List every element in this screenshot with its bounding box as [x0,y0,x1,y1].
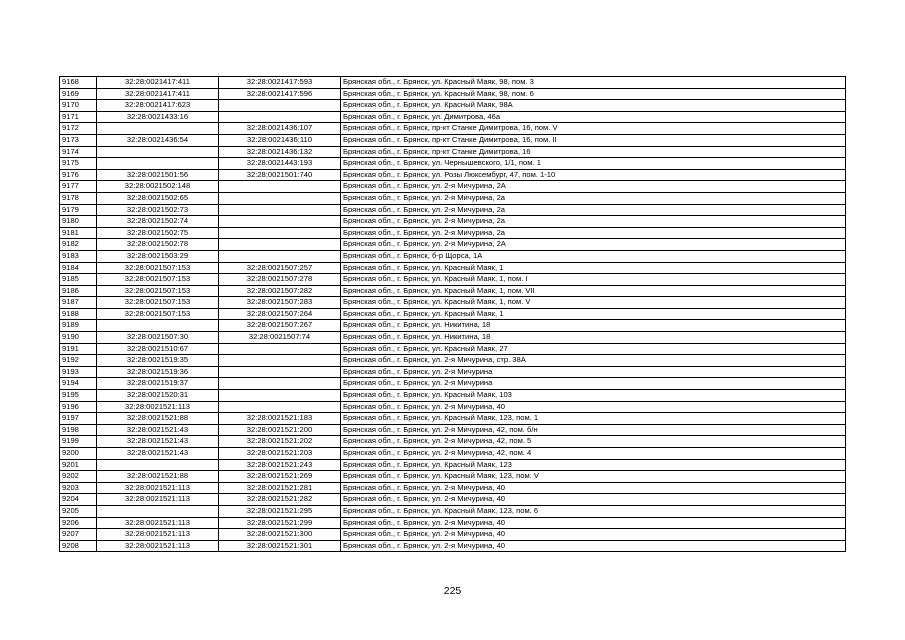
address-cell: Брянская обл., г. Брянск, ул. 2-я Мичурина, 40 [341,540,846,552]
table-row [60,343,846,355]
object-cadastral-number-cell: 32:28:0021417:593 [219,77,341,89]
registry-table [59,76,846,552]
object-cadastral-number-cell [219,390,341,402]
object-cadastral-number-cell: 32:28:0021436:107 [219,123,341,135]
object-cadastral-number-cell: 32:28:0021436:110 [219,134,341,146]
object-cadastral-number-cell: 32:28:0021507:264 [219,308,341,320]
table-row [60,111,846,123]
address-cell: Брянская обл., г. Брянск, ул. Красный Маяк, 1 [341,262,846,274]
row-number-cell: 9190 [60,332,97,344]
row-number-cell: 9204 [60,494,97,506]
table-row [60,285,846,297]
cadastral-number-cell: 32:28:0021417:411 [97,77,219,89]
object-cadastral-number-cell: 32:28:0021521:282 [219,494,341,506]
row-number-cell: 9205 [60,505,97,517]
object-cadastral-number-cell [219,181,341,193]
object-cadastral-number-cell: 32:28:0021521:295 [219,505,341,517]
table-row [60,100,846,112]
cadastral-number-cell [97,505,219,517]
cadastral-number-cell: 32:28:0021507:153 [97,285,219,297]
cadastral-number-cell [97,146,219,158]
cadastral-number-cell [97,320,219,332]
object-cadastral-number-cell: 32:28:0021436:132 [219,146,341,158]
cadastral-number-cell: 32:28:0021521:43 [97,424,219,436]
address-cell: Брянская обл., г. Брянск, ул. Красный Маяк, 1, пом. VII [341,285,846,297]
row-number-cell: 9189 [60,320,97,332]
object-cadastral-number-cell: 32:28:0021521:300 [219,529,341,541]
cadastral-number-cell: 32:28:0021521:113 [97,540,219,552]
object-cadastral-number-cell: 32:28:0021521:301 [219,540,341,552]
cadastral-number-cell: 32:28:0021502:74 [97,216,219,228]
address-cell: Брянская обл., г. Брянск, б-р Щорса, 1А [341,250,846,262]
cadastral-number-cell: 32:28:0021510:67 [97,343,219,355]
cadastral-number-cell: 32:28:0021521:113 [97,494,219,506]
address-cell: Брянская обл., г. Брянск, ул. 2-я Мичурина [341,366,846,378]
cadastral-number-cell [97,459,219,471]
object-cadastral-number-cell: 32:28:0021507:74 [219,332,341,344]
object-cadastral-number-cell [219,100,341,112]
table-row [60,355,846,367]
row-number-cell: 9181 [60,227,97,239]
address-cell: Брянская обл., г. Брянск, ул. Красный Маяк, 1, пом. I [341,274,846,286]
address-cell: Брянская обл., г. Брянск, ул. Красный Маяк, 1 [341,308,846,320]
table-row [60,459,846,471]
table-row [60,239,846,251]
row-number-cell: 9180 [60,216,97,228]
cadastral-number-cell: 32:28:0021521:113 [97,517,219,529]
row-number-cell: 9184 [60,262,97,274]
object-cadastral-number-cell: 32:28:0021507:257 [219,262,341,274]
address-cell: Брянская обл., г. Брянск, ул. Красный Маяк, 98А [341,100,846,112]
address-cell: Брянская обл., г. Брянск, ул. 2-я Мичурина, 42, пом. 4 [341,448,846,460]
row-number-cell: 9174 [60,146,97,158]
table-row [60,471,846,483]
address-cell: Брянская обл., г. Брянск, ул. Димитрова, 46а [341,111,846,123]
object-cadastral-number-cell: 32:28:0021521:183 [219,413,341,425]
address-cell: Брянская обл., г. Брянск, ул. Красный Маяк, 98, пом. 6 [341,88,846,100]
object-cadastral-number-cell [219,111,341,123]
row-number-cell: 9194 [60,378,97,390]
row-number-cell: 9206 [60,517,97,529]
row-number-cell: 9197 [60,413,97,425]
object-cadastral-number-cell: 32:28:0021417:596 [219,88,341,100]
object-cadastral-number-cell [219,355,341,367]
address-cell: Брянская обл., г. Брянск, ул. 2-я Мичурина, 2а [341,216,846,228]
address-cell: Брянская обл., г. Брянск, ул. 2-я Мичурина [341,378,846,390]
table-row [60,227,846,239]
address-cell: Брянская обл., г. Брянск, ул. Красный Маяк, 27 [341,343,846,355]
table-row [60,482,846,494]
object-cadastral-number-cell: 32:28:0021521:243 [219,459,341,471]
table-row [60,494,846,506]
row-number-cell: 9177 [60,181,97,193]
table-row [60,146,846,158]
object-cadastral-number-cell: 32:28:0021501:740 [219,169,341,181]
registry-table-body [60,77,846,552]
table-row [60,169,846,181]
cadastral-number-cell: 32:28:0021502:148 [97,181,219,193]
cadastral-number-cell: 32:28:0021521:113 [97,529,219,541]
table-row [60,77,846,89]
object-cadastral-number-cell: 32:28:0021507:282 [219,285,341,297]
address-cell: Брянская обл., г. Брянск, ул. 2-я Мичурина, 40 [341,494,846,506]
table-row [60,529,846,541]
object-cadastral-number-cell: 32:28:0021521:269 [219,471,341,483]
row-number-cell: 9178 [60,192,97,204]
address-cell: Брянская обл., г. Брянск, ул. 2-я Мичурина, 40 [341,482,846,494]
table-row [60,366,846,378]
row-number-cell: 9173 [60,134,97,146]
row-number-cell: 9168 [60,77,97,89]
address-cell: Брянская обл., г. Брянск, ул. Никитина, 18 [341,332,846,344]
row-number-cell: 9186 [60,285,97,297]
table-row [60,134,846,146]
object-cadastral-number-cell [219,343,341,355]
row-number-cell: 9191 [60,343,97,355]
object-cadastral-number-cell: 32:28:0021507:283 [219,297,341,309]
cadastral-number-cell: 32:28:0021501:56 [97,169,219,181]
table-row [60,158,846,170]
object-cadastral-number-cell: 32:28:0021521:200 [219,424,341,436]
object-cadastral-number-cell [219,227,341,239]
address-cell: Брянская обл., г. Брянск, ул. 2-я Мичурина, стр. 38А [341,355,846,367]
table-row [60,123,846,135]
table-row [60,413,846,425]
object-cadastral-number-cell: 32:28:0021507:278 [219,274,341,286]
table-row [60,436,846,448]
address-cell: Брянская обл., г. Брянск, ул. 2-я Мичурина, 40 [341,517,846,529]
object-cadastral-number-cell [219,250,341,262]
address-cell: Брянская обл., г. Брянск, ул. Красный Маяк, 123, пом. 1 [341,413,846,425]
object-cadastral-number-cell [219,216,341,228]
cadastral-number-cell: 32:28:0021507:153 [97,274,219,286]
address-cell: Брянская обл., г. Брянск, пр-кт Станке Димитрова, 16 [341,146,846,158]
row-number-cell: 9169 [60,88,97,100]
cadastral-number-cell: 32:28:0021519:36 [97,366,219,378]
cadastral-number-cell: 32:28:0021521:113 [97,482,219,494]
address-cell: Брянская обл., г. Брянск, ул. 2-я Мичурина, 2а [341,204,846,216]
address-cell: Брянская обл., г. Брянск, ул. Красный Маяк, 123 [341,459,846,471]
table-row [60,274,846,286]
table-row [60,517,846,529]
row-number-cell: 9182 [60,239,97,251]
row-number-cell: 9188 [60,308,97,320]
cadastral-number-cell [97,158,219,170]
table-row [60,250,846,262]
table-row [60,308,846,320]
table-row [60,262,846,274]
table-row [60,424,846,436]
cadastral-number-cell: 32:28:0021503:29 [97,250,219,262]
table-row [60,204,846,216]
cadastral-number-cell [97,123,219,135]
address-cell: Брянская обл., г. Брянск, ул. Красный Маяк, 123, пом. 6 [341,505,846,517]
row-number-cell: 9201 [60,459,97,471]
row-number-cell: 9171 [60,111,97,123]
object-cadastral-number-cell [219,239,341,251]
row-number-cell: 9176 [60,169,97,181]
row-number-cell: 9175 [60,158,97,170]
address-cell: Брянская обл., г. Брянск, ул. Розы Люксембург, 47, пом. 1-10 [341,169,846,181]
row-number-cell: 9172 [60,123,97,135]
address-cell: Брянская обл., г. Брянск, ул. Никитина, 18 [341,320,846,332]
table-row [60,216,846,228]
row-number-cell: 9187 [60,297,97,309]
address-cell: Брянская обл., г. Брянск, ул. Чернышевского, 1/1, пом. 1 [341,158,846,170]
address-cell: Брянская обл., г. Брянск, ул. 2-я Мичурина, 2а [341,227,846,239]
address-cell: Брянская обл., г. Брянск, ул. 2-я Мичурина, 40 [341,529,846,541]
object-cadastral-number-cell: 32:28:0021521:203 [219,448,341,460]
object-cadastral-number-cell: 32:28:0021507:267 [219,320,341,332]
cadastral-number-cell: 32:28:0021520:31 [97,390,219,402]
table-row [60,378,846,390]
address-cell: Брянская обл., г. Брянск, ул. 2-я Мичурина, 2а [341,192,846,204]
object-cadastral-number-cell: 32:28:0021443:193 [219,158,341,170]
row-number-cell: 9193 [60,366,97,378]
row-number-cell: 9170 [60,100,97,112]
cadastral-number-cell: 32:28:0021519:35 [97,355,219,367]
object-cadastral-number-cell [219,192,341,204]
cadastral-number-cell: 32:28:0021521:43 [97,436,219,448]
cadastral-number-cell: 32:28:0021507:30 [97,332,219,344]
address-cell: Брянская обл., г. Брянск, пр-кт Станке Димитрова, 16, пом. II [341,134,846,146]
table-row [60,448,846,460]
cadastral-number-cell: 32:28:0021521:43 [97,448,219,460]
row-number-cell: 9198 [60,424,97,436]
object-cadastral-number-cell [219,366,341,378]
cadastral-number-cell: 32:28:0021502:75 [97,227,219,239]
row-number-cell: 9192 [60,355,97,367]
cadastral-number-cell: 32:28:0021507:153 [97,308,219,320]
cadastral-number-cell: 32:28:0021502:78 [97,239,219,251]
cadastral-number-cell: 32:28:0021436:54 [97,134,219,146]
row-number-cell: 9202 [60,471,97,483]
object-cadastral-number-cell [219,378,341,390]
row-number-cell: 9195 [60,390,97,402]
address-cell: Брянская обл., г. Брянск, ул. 2-я Мичурина, 42, пом. 5 [341,436,846,448]
row-number-cell: 9196 [60,401,97,413]
address-cell: Брянская обл., г. Брянск, пр-кт Станке Димитрова, 16, пом. V [341,123,846,135]
row-number-cell: 9207 [60,529,97,541]
address-cell: Брянская обл., г. Брянск, ул. Красный Маяк, 98, пом. 3 [341,77,846,89]
object-cadastral-number-cell: 32:28:0021521:299 [219,517,341,529]
address-cell: Брянская обл., г. Брянск, ул. 2-я Мичурина, 2А [341,239,846,251]
table-row [60,332,846,344]
object-cadastral-number-cell: 32:28:0021521:202 [219,436,341,448]
table-row [60,390,846,402]
cadastral-number-cell: 32:28:0021433:16 [97,111,219,123]
address-cell: Брянская обл., г. Брянск, ул. 2-я Мичурина, 42, пом. б/н [341,424,846,436]
object-cadastral-number-cell [219,204,341,216]
object-cadastral-number-cell: 32:28:0021521:281 [219,482,341,494]
cadastral-number-cell: 32:28:0021502:73 [97,204,219,216]
address-cell: Брянская обл., г. Брянск, ул. Красный Маяк, 123, пом. V [341,471,846,483]
table-row [60,540,846,552]
row-number-cell: 9199 [60,436,97,448]
cadastral-number-cell: 32:28:0021519:37 [97,378,219,390]
table-row [60,401,846,413]
row-number-cell: 9179 [60,204,97,216]
address-cell: Брянская обл., г. Брянск, ул. Красный Маяк, 1, пом. V [341,297,846,309]
row-number-cell: 9183 [60,250,97,262]
table-row [60,181,846,193]
cadastral-number-cell: 32:28:0021521:88 [97,413,219,425]
cadastral-number-cell: 32:28:0021502:65 [97,192,219,204]
row-number-cell: 9203 [60,482,97,494]
table-row [60,320,846,332]
page-number: 225 [443,585,462,597]
cadastral-number-cell: 32:28:0021521:113 [97,401,219,413]
table-row [60,297,846,309]
row-number-cell: 9185 [60,274,97,286]
table-row [60,505,846,517]
cadastral-number-cell: 32:28:0021521:88 [97,471,219,483]
table-row [60,88,846,100]
address-cell: Брянская обл., г. Брянск, ул. Красный Маяк, 103 [341,390,846,402]
cadastral-number-cell: 32:28:0021507:153 [97,262,219,274]
address-cell: Брянская обл., г. Брянск, ул. 2-я Мичурина, 2А [341,181,846,193]
table-row [60,192,846,204]
object-cadastral-number-cell [219,401,341,413]
cadastral-number-cell: 32:28:0021417:411 [97,88,219,100]
cadastral-number-cell: 32:28:0021417:623 [97,100,219,112]
row-number-cell: 9208 [60,540,97,552]
address-cell: Брянская обл., г. Брянск, ул. 2-я Мичурина, 40 [341,401,846,413]
cadastral-number-cell: 32:28:0021507:153 [97,297,219,309]
row-number-cell: 9200 [60,448,97,460]
